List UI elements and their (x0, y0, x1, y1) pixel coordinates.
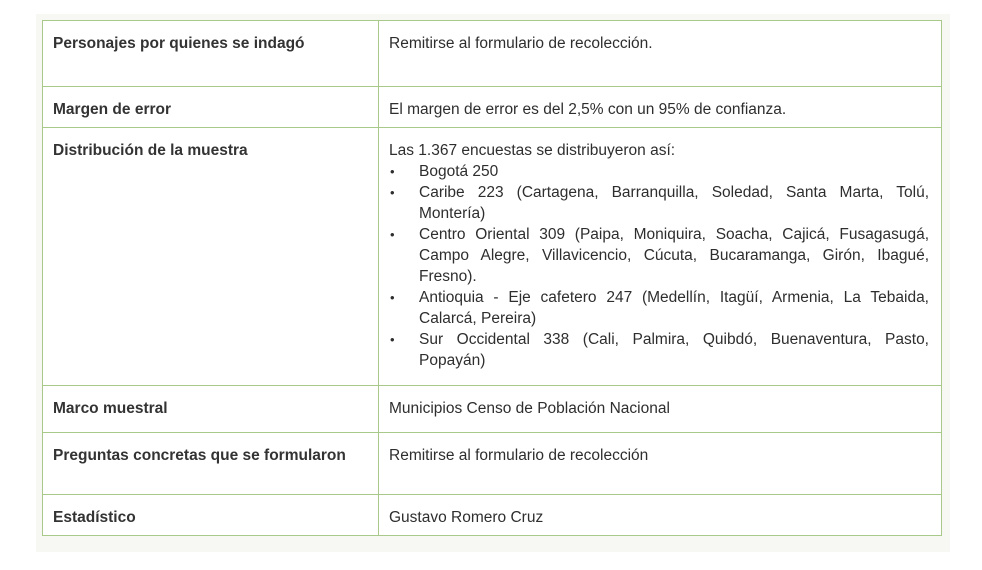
row-value: Remitirse al formulario de recolección. (379, 21, 942, 87)
row-label: Margen de error (43, 87, 379, 128)
document-page (36, 14, 950, 552)
row-value: Gustavo Romero Cruz (379, 495, 942, 536)
table-row (43, 433, 942, 495)
row-label: Distribución de la muestra (43, 128, 379, 386)
row-value: Remitirse al formulario de recolección (379, 433, 942, 495)
list-item: • Caribe 223 (Cartagena, Barranquilla, Soledad, Santa Marta, Tolú, Montería) (389, 182, 929, 224)
table-row (43, 495, 942, 536)
row-value: El margen de error es del 2,5% con un 95% de confianza. (379, 87, 942, 128)
list-item: • Bogotá 250 (389, 161, 929, 182)
row-label: Estadístico (43, 495, 379, 536)
list-item: • Sur Occidental 338 (Cali, Palmira, Quibdó, Buenaventura, Pasto, Popayán) (389, 329, 929, 371)
distribution-cell (379, 128, 942, 386)
row-label: Personajes por quienes se indagó (43, 21, 379, 87)
table-row (43, 386, 942, 433)
table-row (43, 87, 942, 128)
table-row (43, 21, 942, 87)
distribution-list (389, 161, 929, 371)
list-item: • Centro Oriental 309 (Paipa, Moniquira, Soacha, Cajicá, Fusagasugá, Campo Alegre, Villavicencio, Cúcuta, Bucaramanga, Girón, Ibagué, Fresno). (389, 224, 929, 287)
table-row (43, 128, 942, 386)
distribution-intro: Las 1.367 encuestas se distribuyeron así: (389, 142, 676, 159)
row-value: Municipios Censo de Población Nacional (379, 386, 942, 433)
technical-sheet-table (42, 20, 942, 536)
list-item: • Antioquia - Eje cafetero 247 (Medellín, Itagüí, Armenia, La Tebaida, Calarcá, Pereira) (389, 287, 929, 329)
row-label: Preguntas concretas que se formularon (43, 433, 379, 495)
row-label: Marco muestral (43, 386, 379, 433)
